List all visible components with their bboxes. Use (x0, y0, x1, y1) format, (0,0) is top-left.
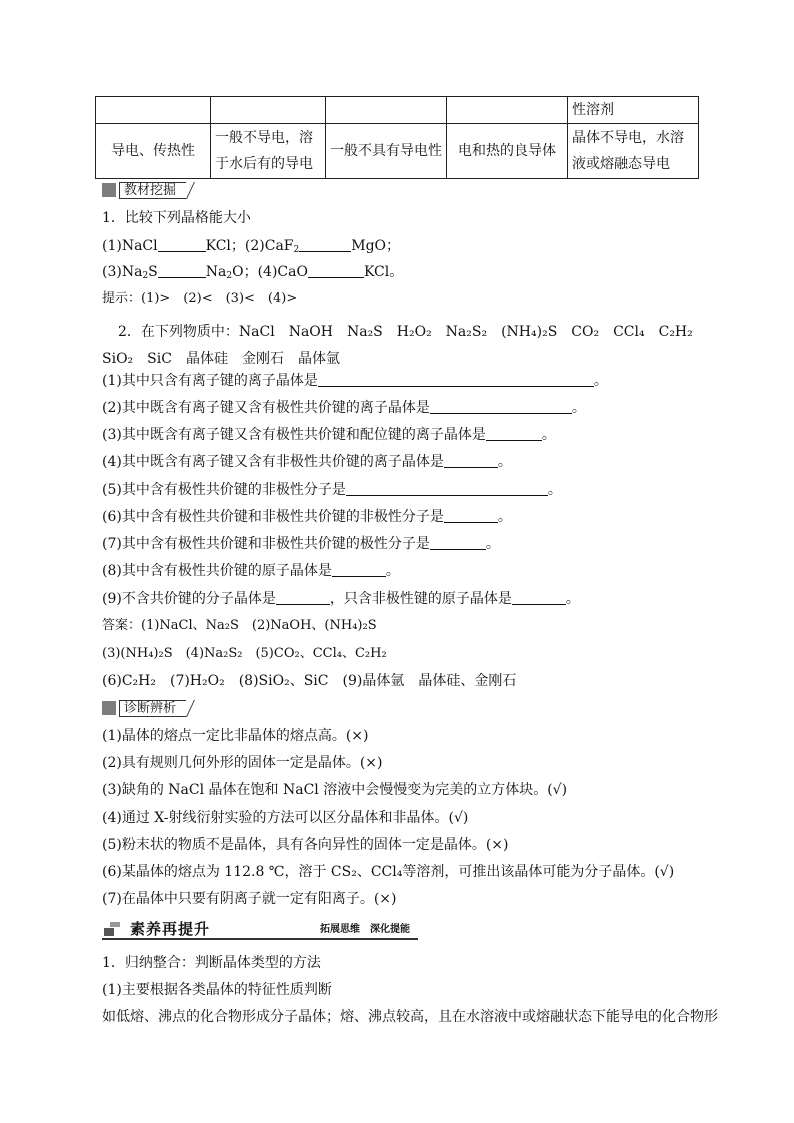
diagnose-item: (4)通过 X-射线衍射实验的方法可以区分晶体和非晶体。(√) (102, 810, 469, 826)
tag-label: 诊断辨析 (119, 700, 186, 717)
question-item: (8)其中含有极性共价键的原子晶体是 。 (102, 563, 400, 579)
tag-label: 教材挖掘 (119, 182, 186, 199)
question-item: (9)不含共价键的分子晶体是 ，只含非极性键的原子晶体是 。 (102, 591, 580, 607)
section-subtitle: 拓展思维 深化提能 (320, 924, 410, 935)
table-cell: 一般不具有导电性 (326, 124, 447, 179)
section-icon (104, 922, 120, 936)
table-cell: 电和热的良导体 (447, 124, 568, 179)
table-cell: 性溶剂 (568, 97, 699, 124)
diagnose-item: (6)某晶体的熔点为 112.8 ℃，溶于 CS₂、CCl₄等溶剂，可推出该晶体可能为分子晶体。(√) (102, 864, 675, 880)
question-item: (3)其中既含有离子键又含有极性共价键和配位键的离子晶体是 。 (102, 427, 556, 443)
table-row (96, 124, 699, 179)
diagnose-tag (102, 700, 186, 716)
material-tag (102, 182, 186, 198)
diagnose-item: (3)缺角的 NaCl 晶体在饱和 NaCl 溶液中会慢慢变为完美的立方体块。(√) (102, 782, 568, 798)
section-header (102, 920, 418, 940)
question-item: (6)其中含有极性共价键和非极性共价键的非极性分子是 。 (102, 509, 512, 525)
diagnose-item: (2)具有规则几何外形的固体一定是晶体。(×) (102, 755, 383, 771)
crystal-property-table (95, 96, 699, 179)
hint-text: 提示：(1)> (2)< (3)< (4)> (102, 291, 298, 306)
table-cell: 一般不导电，溶于水后有的导电 (211, 124, 326, 179)
question-item: (1)其中只含有离子键的离子晶体是 。 (102, 373, 608, 389)
section-title: 素养再提升 (130, 920, 211, 938)
question-intro: 2．在下列物质中：NaCl NaOH Na₂S H₂O₂ Na₂S₂ (NH₄)₂S CO₂ CCl₄ C₂H₂ SiO₂ SiC 晶体硅 金刚石 晶体氩 (102, 324, 707, 367)
section-underline (102, 938, 418, 940)
table-row (96, 97, 699, 124)
question-line: (1)NaCl KCl；(2)CaF$_2$ MgO； (102, 238, 401, 255)
answer-line: (3)(NH₄)₂S (4)Na₂S₂ (5)CO₂、CCl₄、C₂H₂ (102, 646, 387, 661)
paragraph-subtitle: (1)主要根据各类晶体的特征性质判断 (102, 982, 332, 998)
diagnose-item: (5)粉末状的物质不是晶体，具有各向异性的固体一定是晶体。(×) (102, 837, 509, 853)
table-row-header: 导电、传热性 (96, 124, 211, 179)
question-item: (7)其中含有极性共价键和非极性共价键的极性分子是 。 (102, 536, 500, 552)
question-line: $(3)Na_2S$ $Na_2O$；(4)CaO KCl。 (102, 264, 404, 281)
question-item: (5)其中含有极性共价键的非极性分子是 。 (102, 482, 562, 498)
question-item: (4)其中既含有离子键又含有非极性共价键的离子晶体是 。 (102, 454, 512, 470)
paragraph-title: 1．归纳整合：判断晶体类型的方法 (102, 955, 321, 971)
table-cell (447, 97, 568, 124)
answer-line: (6)C₂H₂ (7)H₂O₂ (8)SiO₂、SiC (9)晶体氩 晶体硅、金刚石 (102, 673, 517, 689)
square-icon (102, 183, 116, 197)
question-item: (2)其中既含有离子键又含有极性共价键的离子晶体是 。 (102, 400, 586, 416)
answer-line: 答案：(1)NaCl、Na₂S (2)NaOH、(NH₄)₂S (102, 618, 377, 633)
diagnose-item: (7)在晶体中只要有阴离子就一定有阳离子。(×) (102, 891, 397, 907)
paragraph-text: 如低熔、沸点的化合物形成分子晶体；熔、沸点较高，且在水溶液中或熔融状态下能导电的化合物形 (102, 1009, 718, 1025)
table-cell: 晶体不导电，水溶液或熔融态导电 (568, 124, 699, 179)
table-cell (211, 97, 326, 124)
table-cell (326, 97, 447, 124)
diagnose-item: (1)晶体的熔点一定比非晶体的熔点高。(×) (102, 728, 369, 744)
table-cell (96, 97, 211, 124)
question-title: 1．比较下列晶格能大小 (102, 210, 251, 226)
square-icon (102, 701, 116, 715)
